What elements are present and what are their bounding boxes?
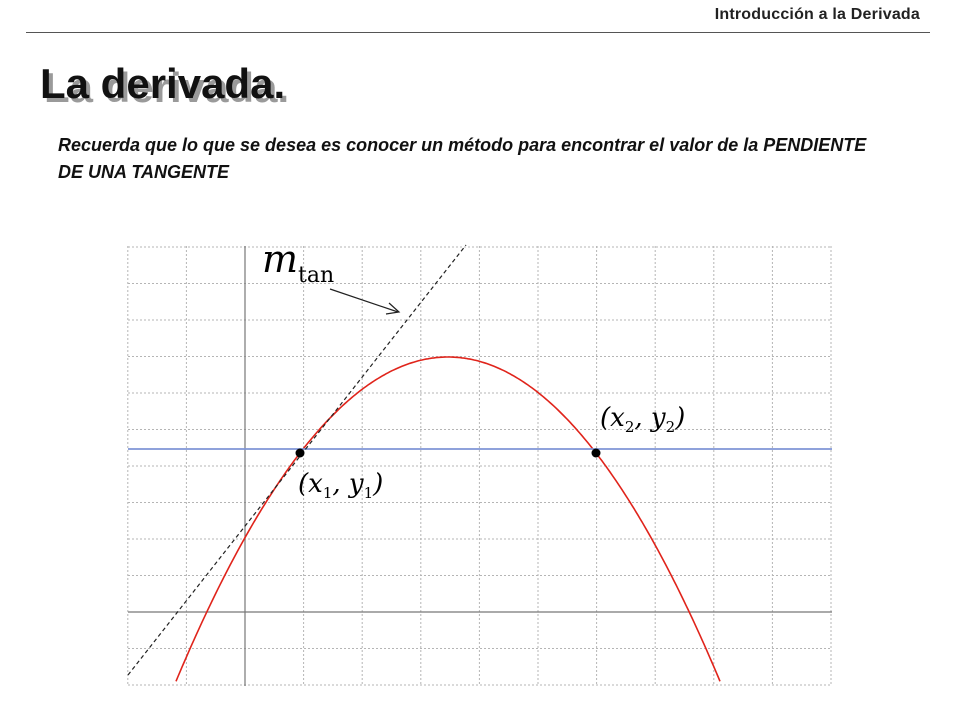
- grid: [128, 246, 832, 686]
- point-1-label: ($x_1$, $y_1$): [298, 469, 384, 502]
- slide-text: Recuerda que lo que se desea es conocer un método para encontrar el valor de la PENDIENTE DE UNA TANGENTE: [58, 135, 867, 182]
- header-title: Introducción a la Derivada: [714, 6, 920, 23]
- point-2-label: ($x_2$, $y_2$): [600, 403, 686, 436]
- slide-title: La derivada.: [40, 60, 286, 107]
- mtan-arrow: [330, 289, 398, 312]
- point-1: [296, 449, 305, 458]
- tangent-line: [128, 245, 466, 675]
- point-2: [592, 449, 601, 458]
- mtan-label: $m_{tan}$: [262, 237, 335, 288]
